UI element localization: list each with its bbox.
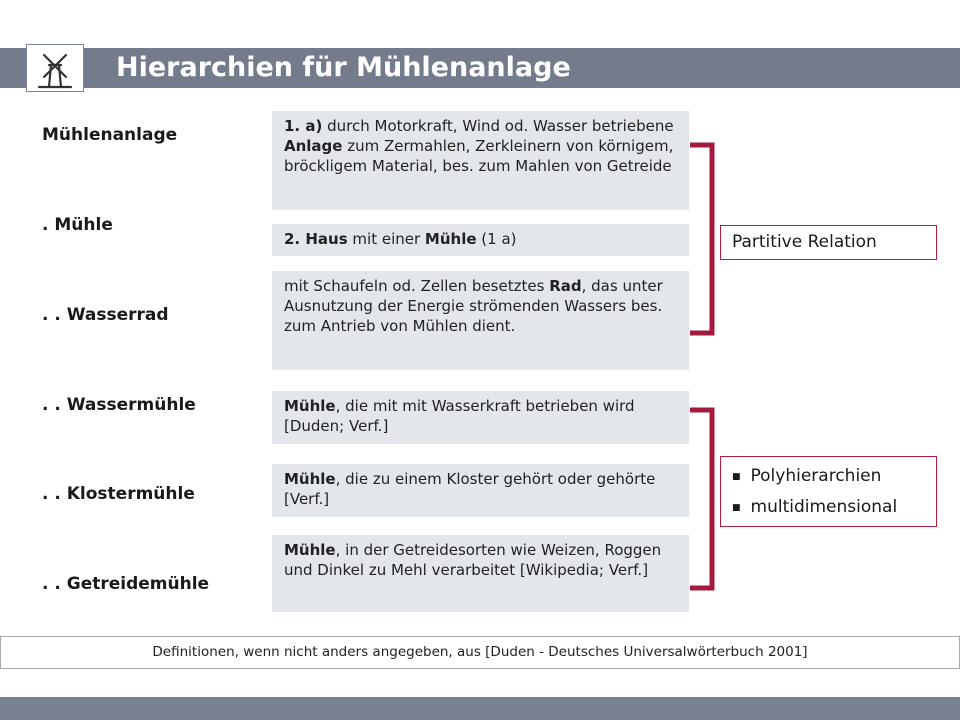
definition-text: mit einer [347,230,425,248]
definition-keyword: Rad [549,277,582,295]
term-wasserrad: . . Wasserrad [42,305,169,325]
footer-source-note: Definitionen, wenn nicht anders angegeben, aus [Duden - Deutsches Universalwörterbuch 2001] [0,636,960,669]
definition-prefix: 2. Haus [284,230,348,248]
bottom-bar [0,697,960,720]
bracket-group [680,140,720,600]
definition-text: (1 a) [476,230,517,248]
bracket-polyhierarchy [690,410,712,588]
definition-text: durch Motorkraft, Wind od. Wasser betriebene [322,117,674,135]
term-wassermuehle: . . Wassermühle [42,395,196,415]
definition-muehle [272,224,689,256]
definition-getreidemuehle [272,535,689,612]
definition-text: , das unter Ausnutzung der Energie strömenden Wassers bes. zum Antrieb von Mühlen dient. [284,277,663,335]
multidimensional-label: multidimensional [750,497,898,517]
windmill-logo-icon [26,44,84,92]
definition-text: , die zu einem Kloster gehört oder gehörte [Verf.] [284,470,656,508]
definition-text: , in der Getreidesorten wie Weizen, Roggen und Dinkel zu Mehl verarbeitet [Wikipedia; Verf.] [284,541,662,579]
polyhierarchy-label: Polyhierarchien [750,466,882,486]
definition-text: zum Zermahlen, Zerkleinern von körnigem, bröckligem Material, bes. zum Mahlen von Getreide [284,137,674,175]
polyhierarchy-box [720,456,937,527]
definition-keyword: Mühle [284,397,336,415]
term-muehle: . Mühle [42,215,113,235]
definition-muehlenanlage [272,111,689,210]
term-klostermuehle: . . Klostermühle [42,484,195,504]
term-getreidemuehle: . . Getreidemühle [42,574,210,594]
polyhierarchy-item [732,492,936,523]
definition-keyword: Mühle [424,230,477,248]
square-bullet-icon: ■ [732,472,741,482]
bracket-partitive [690,145,712,333]
polyhierarchy-item [732,461,936,492]
definition-text: , die mit mit Wasserkraft betrieben wird [Duden; Verf.] [284,397,635,435]
page-title: Hierarchien für Mühlenanlage [116,52,571,83]
term-muehlenanlage: Mühlenanlage [42,125,178,145]
partitive-relation-label: Partitive Relation [732,232,877,252]
square-bullet-icon: ■ [732,503,741,513]
definition-keyword: Anlage [284,137,343,155]
definition-keyword: Mühle [284,541,336,559]
definition-wasserrad [272,271,689,370]
partitive-relation-box [720,225,937,260]
definition-text: mit Schaufeln od. Zellen besetztes [284,277,550,295]
definition-klostermuehle [272,464,689,517]
definition-keyword: Mühle [284,470,336,488]
definition-wassermuehle [272,391,689,444]
definition-prefix: 1. a) [284,117,323,135]
